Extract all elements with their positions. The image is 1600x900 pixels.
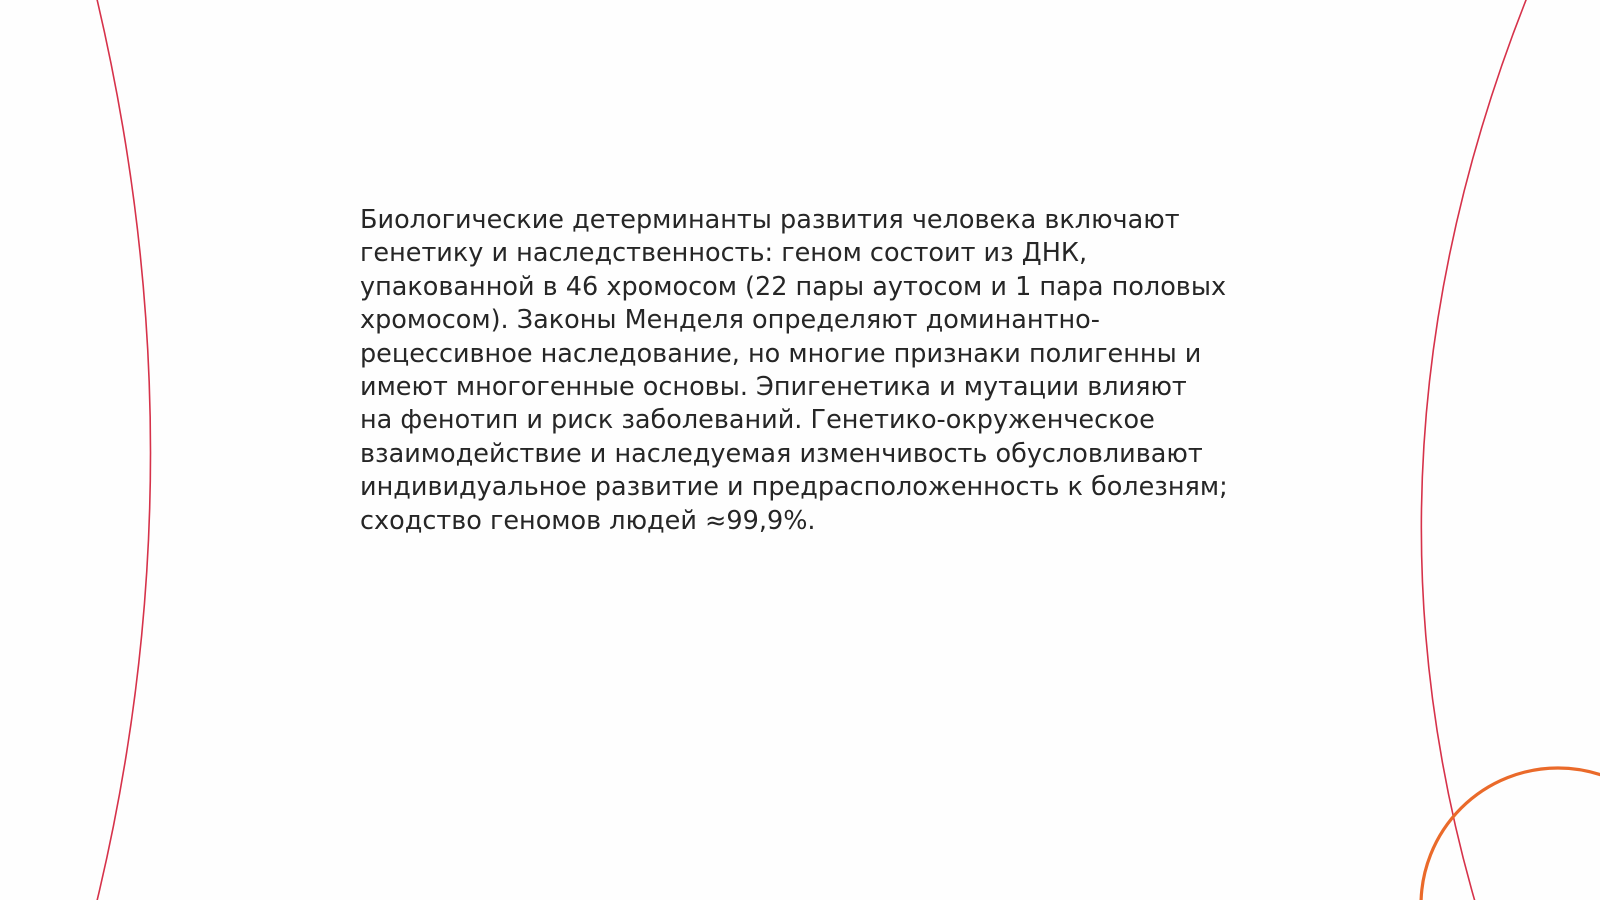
slide-paragraph: Биологические детерминанты развития человека включают генетику и наследственность: геном состоит из ДНК, упакованной в 46 хромосом (22 пары аутосом и 1 пара половых хромосом). Законы Менделя определяют доминантно- рецессивное наследование, но многие признаки полигенны и имеют многогенные основы. Эпигенетика и мутации влияют на фенотип и риск заболеваний. Генетико-окруженческое взаимодействие и наследуемая изменчивость обусловливают индивидуальное развитие и предрасположенность к болезням; сходство геномов людей ≈99,9%. — [360, 205, 1228, 536]
left-frame-curve — [96, 0, 151, 900]
right-frame-curve — [1421, 0, 1528, 900]
